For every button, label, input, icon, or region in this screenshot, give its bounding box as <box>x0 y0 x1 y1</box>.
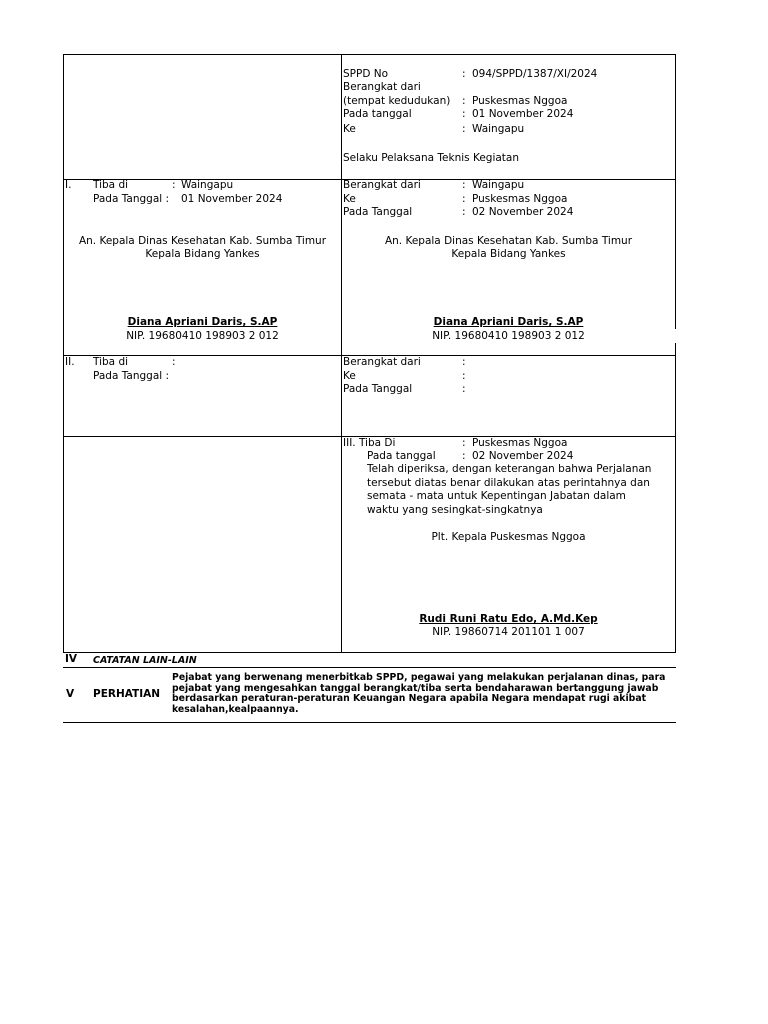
row-divider-5 <box>63 667 676 668</box>
table-right-border-upper <box>675 54 676 329</box>
tanggal-label: Pada Tanggal : <box>93 370 170 382</box>
table-right-border-lower <box>675 343 676 653</box>
tiba-label: Tiba di <box>93 356 129 368</box>
tanggal-label: Pada Tanggal : <box>93 193 170 205</box>
tanggal-value: 01 November 2024 <box>181 193 283 205</box>
signer-nip: NIP. 19860714 201101 1 007 <box>432 626 585 638</box>
colon: : <box>462 123 466 135</box>
colon: : <box>462 370 466 382</box>
colon: : <box>172 356 176 368</box>
berangkat-label: Berangkat dari <box>343 81 421 93</box>
colon: : <box>462 206 466 218</box>
section-number: V <box>66 688 75 700</box>
right-tanggal-value: 02 November 2024 <box>472 206 574 218</box>
tempat-label: (tempat kedudukan) <box>343 95 451 107</box>
ke-label: Ke <box>343 123 356 135</box>
official-title-line2: Kepala Bidang Yankes <box>145 248 260 260</box>
colon: : <box>462 68 466 80</box>
perhatian-text: Pejabat yang berwenang menerbitkab SPPD, pegawai yang melakukan perjalanan dinas, para pejabat yang mengesahkan tanggal berangkat/tiba serta bendaharawan bertanggung jawab berdasarkan peraturan-peraturan Keuangan Negara apabila Negara mendapat rugi akibat kesalahan,kealpaannya. <box>172 672 666 715</box>
verification-paragraph-line3: semata - mata untuk Kepentingan Jabatan dalam <box>367 490 626 502</box>
section-number: IV <box>65 653 78 665</box>
selaku-text: Selaku Pelaksana Teknis Kegiatan <box>343 152 520 164</box>
plt-title: Plt. Kepala Puskesmas Nggoa <box>431 531 586 543</box>
right-tanggal-label: Pada Tanggal <box>343 383 413 395</box>
verification-paragraph-line1: Telah diperiksa, dengan keterangan bahwa Perjalanan <box>367 463 652 475</box>
signer-nip: NIP. 19680410 198903 2 012 <box>126 330 279 342</box>
right-berangkat-value: Waingapu <box>472 179 525 191</box>
ke-value: Waingapu <box>472 123 525 135</box>
right-ke-label: Ke <box>343 370 356 382</box>
pada-tanggal-value: 01 November 2024 <box>472 108 574 120</box>
signer-name: Rudi Runi Ratu Edo, A.Md.Kep <box>419 613 598 625</box>
tanggal-value: 02 November 2024 <box>472 450 574 462</box>
catatan-label: CATATAN LAIN-LAIN <box>93 655 197 666</box>
signer-nip: NIP. 19680410 198903 2 012 <box>432 330 585 342</box>
tiba-label: III. Tiba Di <box>343 437 396 449</box>
colon: : <box>462 95 466 107</box>
right-berangkat-label: Berangkat dari <box>343 356 421 368</box>
table-top-border <box>63 54 676 55</box>
pada-tanggal-label: Pada tanggal <box>343 108 412 120</box>
section-number: I. <box>65 179 72 191</box>
right-ke-label: Ke <box>343 193 356 205</box>
section-number: II. <box>65 356 75 368</box>
official-title-line2: Kepala Bidang Yankes <box>451 248 566 260</box>
tanggal-label: Pada tanggal <box>367 450 436 462</box>
row-divider-4 <box>63 652 676 653</box>
tiba-value: Waingapu <box>181 179 234 191</box>
right-ke-value: Puskesmas Nggoa <box>472 193 568 205</box>
signer-name: Diana Apriani Daris, S.AP <box>433 316 584 328</box>
right-tanggal-label: Pada Tanggal <box>343 206 413 218</box>
colon: : <box>172 179 176 191</box>
official-title-line1: An. Kepala Dinas Kesehatan Kab. Sumba Timur <box>384 235 633 247</box>
table-middle-divider <box>341 54 342 653</box>
sppd-no-label: SPPD No <box>343 68 389 80</box>
colon: : <box>462 437 466 449</box>
verification-paragraph-line4: waktu yang sesingkat-singkatnya <box>367 504 543 516</box>
right-berangkat-label: Berangkat dari <box>343 179 421 191</box>
signer-name: Diana Apriani Daris, S.AP <box>127 316 278 328</box>
colon: : <box>462 193 466 205</box>
official-title-line1: An. Kepala Dinas Kesehatan Kab. Sumba Timur <box>78 235 327 247</box>
colon: : <box>462 108 466 120</box>
colon: : <box>462 356 466 368</box>
tiba-label: Tiba di <box>93 179 129 191</box>
colon: : <box>462 450 466 462</box>
colon: : <box>462 383 466 395</box>
table-left-border <box>63 54 64 653</box>
perhatian-label: PERHATIAN <box>93 688 161 700</box>
sppd-no-value: 094/SPPD/1387/XI/2024 <box>472 68 598 80</box>
colon: : <box>462 179 466 191</box>
verification-paragraph-line2: tersebut diatas benar dilakukan atas perintahnya dan <box>367 477 650 489</box>
tiba-value: Puskesmas Nggoa <box>472 437 568 449</box>
tempat-value: Puskesmas Nggoa <box>472 95 568 107</box>
table-bottom-border <box>63 722 676 723</box>
